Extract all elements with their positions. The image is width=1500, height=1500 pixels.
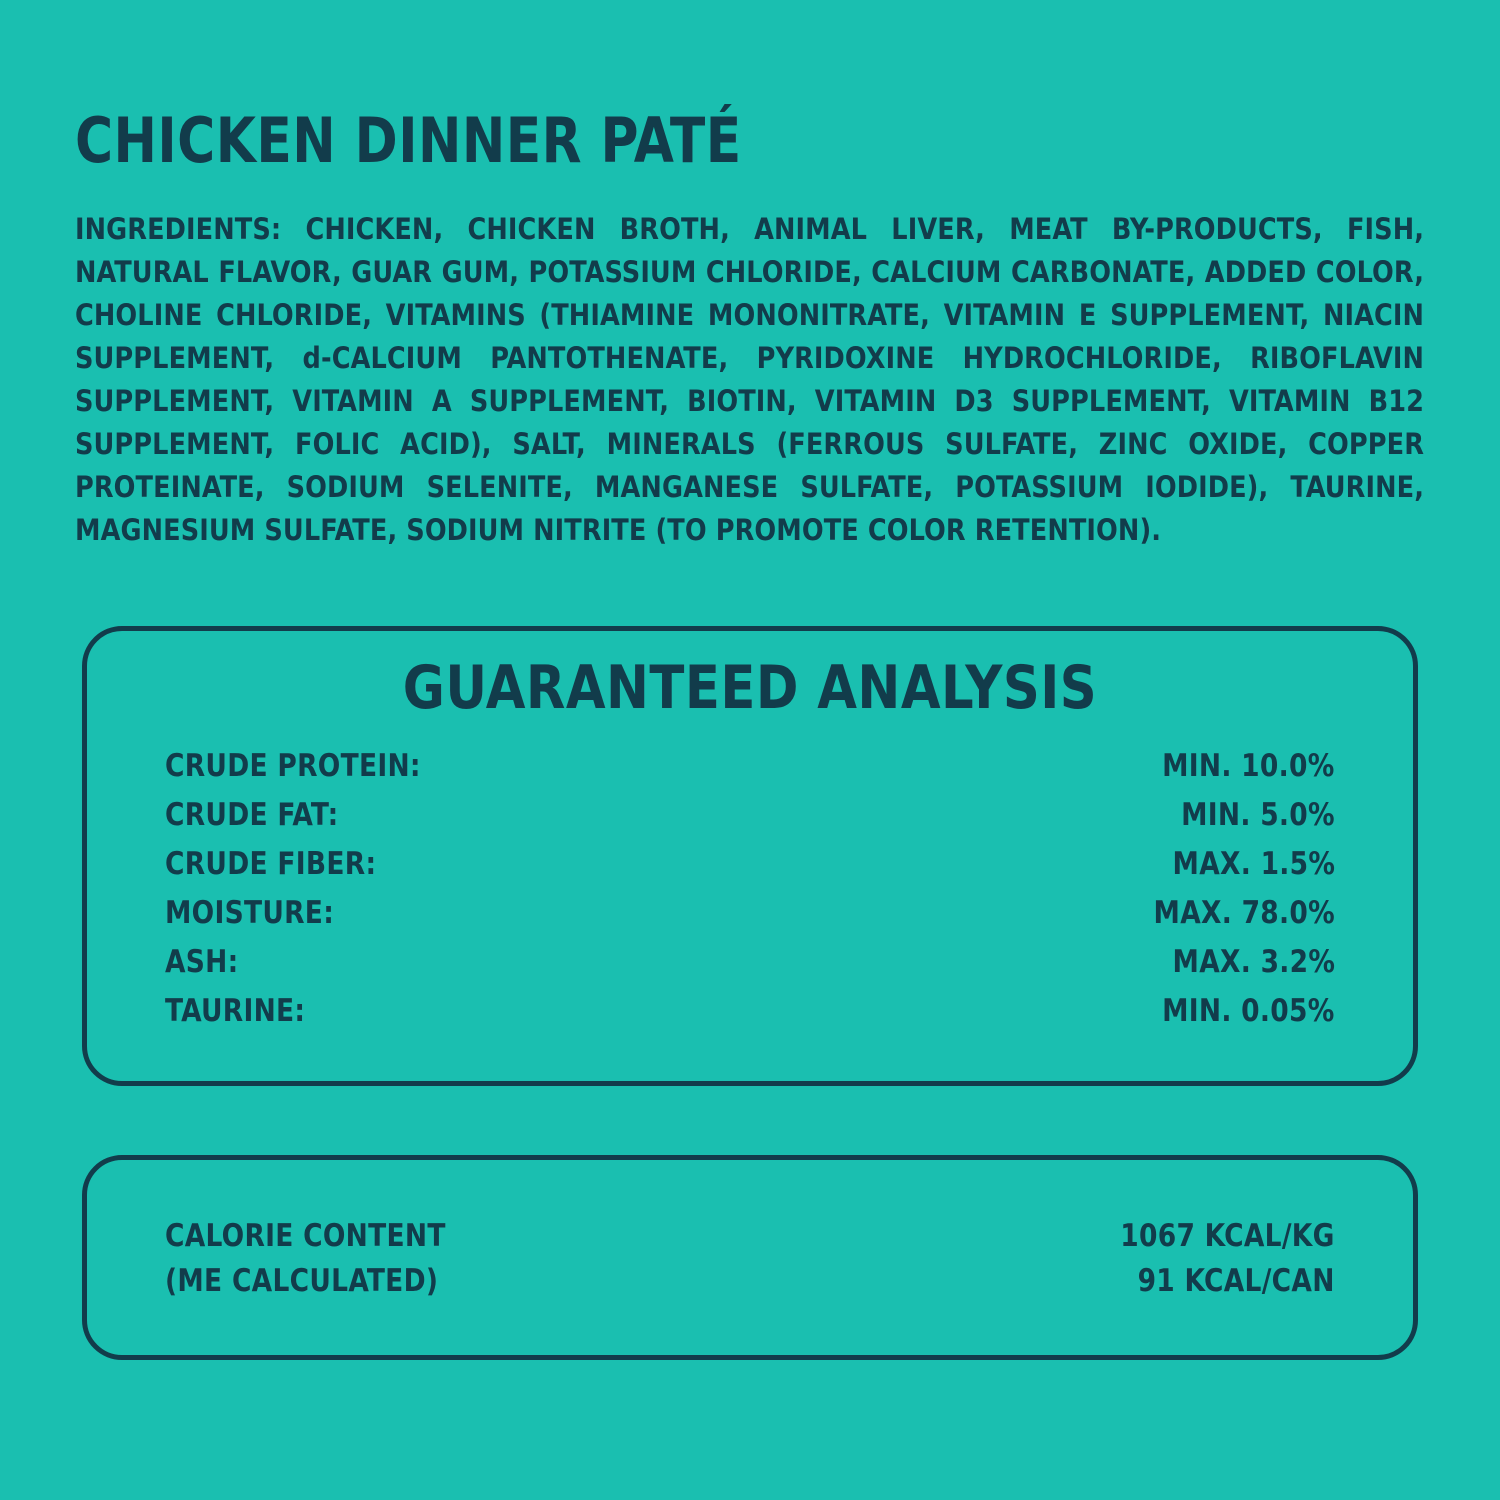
ingredients-text: INGREDIENTS: CHICKEN, CHICKEN BROTH, ANIMAL LIVER, MEAT BY-PRODUCTS, FISH, NATURAL FLAVOR, GUAR GUM, POTASSIUM CHLORIDE, CALCIUM CARBONATE, ADDED COLOR, CHOLINE CHLORIDE, VITAMINS (THIAMINE MONONITRATE, VITAMIN E SUPPLEMENT, NIACIN SUPPLEMENT, d-CALCIUM PANTOTHENATE, PYRIDOXINE HYDROCHLORIDE, RIBOFLAVIN SUPPLEMENT, VITAMIN A SUPPLEMENT, BIOTIN, VITAMIN D3 SUPPLEMENT, VITAMIN B12 SUPPLEMENT, FOLIC ACID), SALT, MINERALS (FERROUS SULFATE, ZINC OXIDE, COPPER PROTEINATE, SODIUM SELENITE, MANGANESE SULFATE, POTASSIUM IODIDE), TAURINE, MAGNESIUM SULFATE, SODIUM NITRITE (TO PROMOTE COLOR RETENTION). <box>75 212 1425 548</box>
nutrient-label: TAURINE: <box>165 992 306 1029</box>
nutrient-label: CRUDE PROTEIN: <box>165 748 421 784</box>
nutrient-value: MAX. 1.5% <box>1172 845 1335 882</box>
table-row <box>165 889 1335 938</box>
table-row <box>165 938 1335 987</box>
calorie-content-sublabel: (ME CALCULATED) <box>165 1262 439 1299</box>
nutrient-value: MIN. 0.05% <box>1162 992 1335 1029</box>
nutrient-label: ASH: <box>165 943 239 980</box>
calorie-content-labels <box>165 1214 446 1304</box>
table-row <box>165 791 1335 840</box>
guaranteed-analysis-heading: GUARANTEED ANALYSIS <box>402 653 1098 723</box>
nutrient-value: MAX. 78.0% <box>1153 894 1335 931</box>
calorie-content-label: CALORIE CONTENT <box>165 1218 446 1254</box>
calorie-content-values <box>1121 1214 1335 1304</box>
nutrient-label: CRUDE FAT: <box>165 796 339 833</box>
table-row <box>165 742 1335 791</box>
calorie-content-grid <box>165 1214 1335 1304</box>
guaranteed-analysis-rows <box>165 742 1335 1036</box>
table-row <box>165 840 1335 889</box>
nutrient-label: CRUDE FIBER: <box>165 845 377 882</box>
page-title: CHICKEN DINNER PATÉ <box>75 104 742 177</box>
calorie-per-kg-value: 1067 KCAL/KG <box>1120 1218 1335 1254</box>
nutrient-value: MAX. 3.2% <box>1172 943 1335 980</box>
table-row <box>165 987 1335 1036</box>
guaranteed-analysis-panel <box>82 626 1418 1086</box>
calorie-content-panel <box>82 1155 1418 1360</box>
calorie-per-can-value: 91 KCAL/CAN <box>1137 1262 1335 1299</box>
nutrient-value: MIN. 5.0% <box>1181 796 1335 833</box>
nutrient-value: MIN. 10.0% <box>1162 748 1335 784</box>
nutrient-label: MOISTURE: <box>165 894 335 931</box>
